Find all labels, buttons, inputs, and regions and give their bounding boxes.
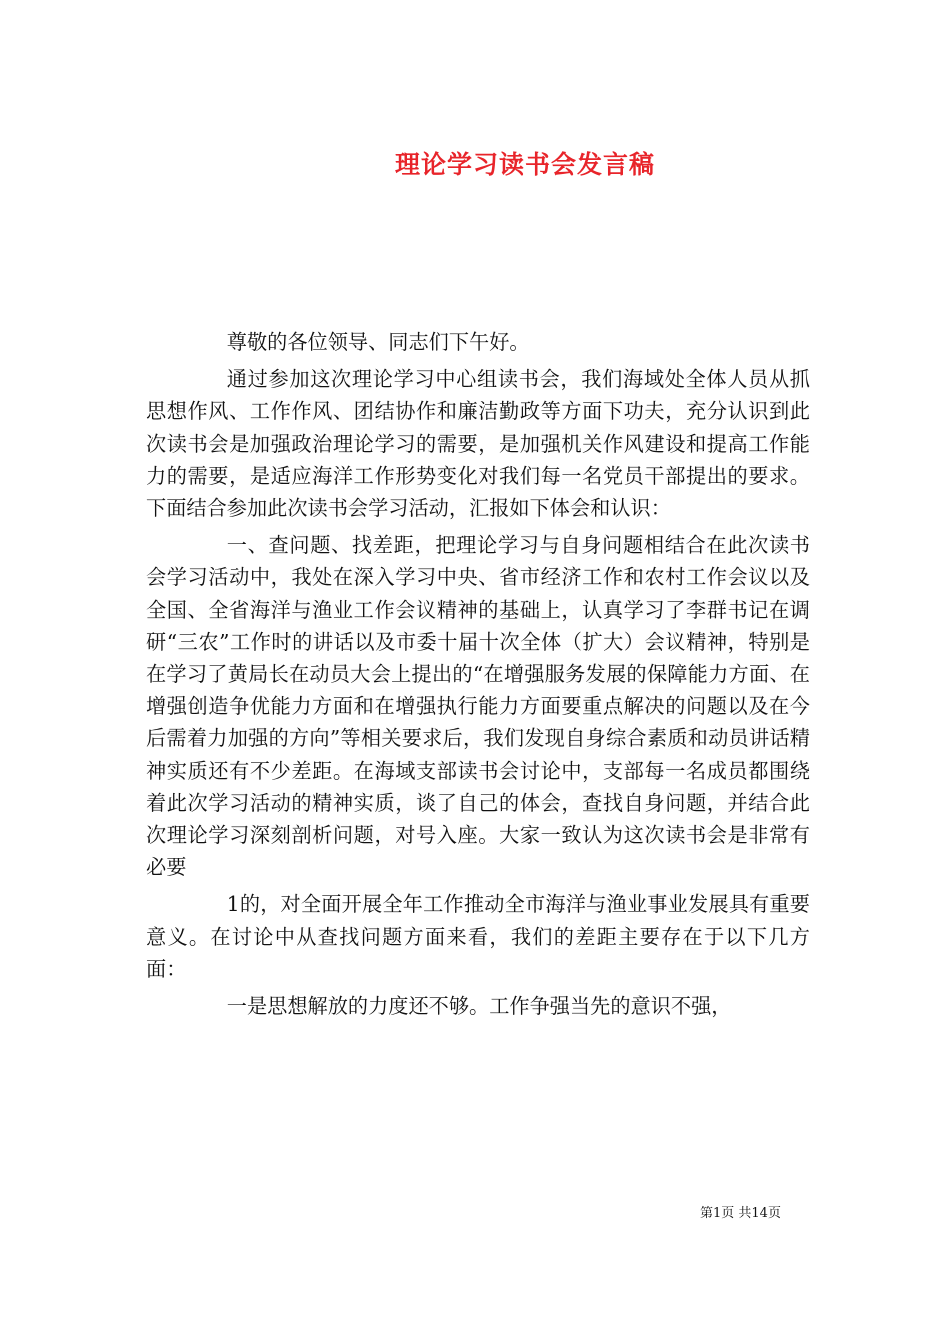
paragraph-point-one: 一是思想解放的力度还不够。工作争强当先的意识不强， bbox=[226, 994, 732, 1019]
paragraph-intro: 通过参加这次理论学习中心组读书会，我们海域处全体人员从抓思想作风、工作作风、团结协作和廉洁勤政等方面下功夫，充分认识到此次读书会是加强政治理论学习的需要，是加强机关作风建设和提高工作能力的需要，是适应海洋工作形势变化对我们每一名党员干部提出的要求。下面结合参加此次读书会学习活动，汇报如下体会和认识： bbox=[146, 367, 810, 521]
paragraph-salutation: 尊敬的各位领导、同志们下午好。 bbox=[226, 330, 530, 354]
paragraph-continuation: 1的，对全面开展全年工作推动全市海洋与渔业事业发展具有重要意义。在讨论中从查找问题方面来看，我们的差距主要存在于以下几方面： bbox=[146, 892, 810, 981]
document-title: 理论学习读书会发言稿 bbox=[394, 149, 655, 179]
document-body bbox=[146, 326, 810, 1022]
paragraph-section-one: 一、查问题、找差距，把理论学习与自身问题相结合在此次读书会学习活动中，我处在深入学习中央、省市经济工作和农村工作会议以及全国、全省海洋与渔业工作会议精神的基础上，认真学习了李群书记在调研“三农”工作时的讲话以及市委十届十次全体（扩大）会议精神，特别是在学习了黄局长在动员大会上提出的“在增强服务发展的保障能力方面、在增强创造争优能力方面和在增强执行能力方面要重点解决的问题以及在今后需着力加强的方向”等相关要求后，我们发现自身综合素质和动员讲话精神实质还有不少差距。在海域支部读书会讨论中，支部每一名成员都围绕着此次学习活动的精神实质，谈了自己的体会，查找自身问题，并结合此次理论学习深刻剖析问题，对号入座。大家一致认为这次读书会是非常有必要 bbox=[146, 533, 810, 880]
page-number-footer: 第1页 共14页 bbox=[700, 1206, 781, 1221]
